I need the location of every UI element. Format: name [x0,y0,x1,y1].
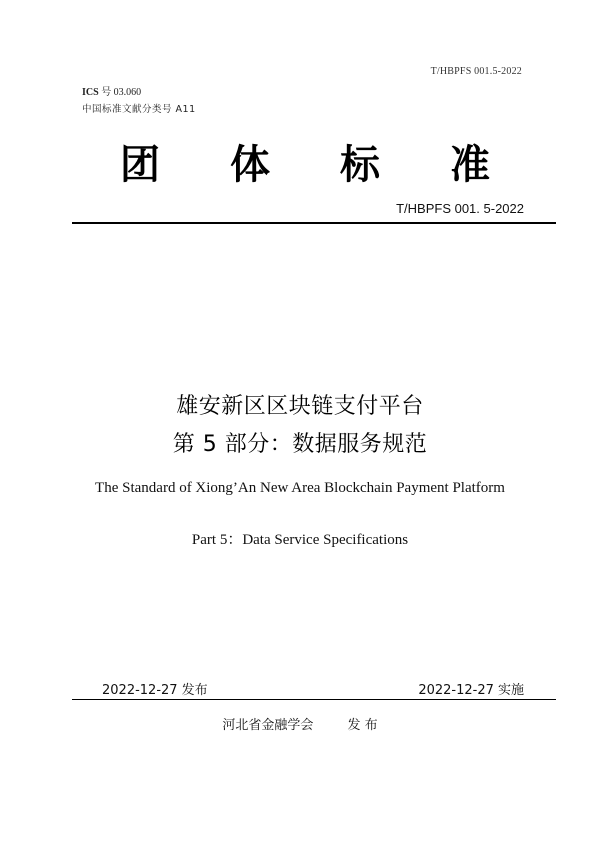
title-char-1: 团 [120,142,160,188]
ics-value: 号 03.060 [101,87,142,98]
ccs-classification: 中国标准文献分类号 A11 [82,104,196,115]
chinese-title-line-2: 第 5 部分：数据服务规范 [172,432,428,457]
issuer-action: 发 布 [347,718,378,733]
ics-label: ICS [82,87,99,98]
issuer-name: 河北省金融学会 [222,718,314,733]
ics-classification [82,86,141,100]
english-part-title: Part 5：Data Service Specifications [191,532,409,548]
title-char-4: 准 [450,142,490,188]
chinese-title-line-1: 雄安新区区块链支付平台 [176,394,424,419]
bottom-divider [72,699,556,700]
issuer-line [0,714,600,733]
standard-number: T/HBPFS 001. 5-2022 [396,201,524,216]
release-date: 2022-12-27 发布 [102,683,208,698]
implementation-date: 2022-12-27 实施 [418,683,524,698]
title-char-2: 体 [230,142,270,188]
header-document-code: T/HBPFS 001.5-2022 [430,66,522,77]
title-char-3: 标 [340,142,380,188]
document-type-title [120,140,490,190]
english-title: The Standard of Xiong’An New Area Blockchain Payment Platform [95,480,505,496]
top-divider [72,222,556,224]
